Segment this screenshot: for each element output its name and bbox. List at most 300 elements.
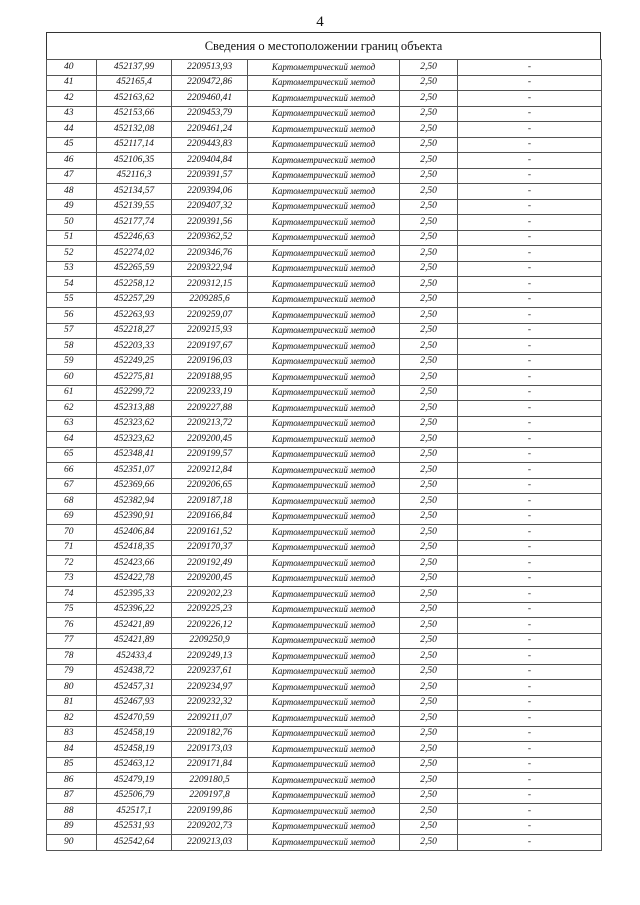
table-row	[47, 215, 602, 231]
y-coordinate-cell: 2209346,76	[172, 246, 248, 262]
method-cell: Картометрический метод	[248, 215, 400, 231]
note-cell: -	[458, 122, 602, 138]
point-number-cell: 72	[47, 556, 97, 572]
table-row	[47, 168, 602, 184]
point-number-cell: 58	[47, 339, 97, 355]
y-coordinate-cell: 2209391,56	[172, 215, 248, 231]
x-coordinate-cell: 452423,66	[97, 556, 172, 572]
method-cell: Картометрический метод	[248, 184, 400, 200]
y-coordinate-cell: 2209215,93	[172, 323, 248, 339]
point-number-cell: 52	[47, 246, 97, 262]
point-number-cell: 88	[47, 804, 97, 820]
table-row	[47, 416, 602, 432]
point-number-cell: 90	[47, 835, 97, 851]
table-row	[47, 726, 602, 742]
note-cell: -	[458, 246, 602, 262]
method-cell: Картометрический метод	[248, 75, 400, 91]
method-cell: Картометрический метод	[248, 354, 400, 370]
point-number-cell: 81	[47, 695, 97, 711]
table-row	[47, 122, 602, 138]
method-cell: Картометрический метод	[248, 556, 400, 572]
y-coordinate-cell: 2209200,45	[172, 432, 248, 448]
point-number-cell: 71	[47, 540, 97, 556]
method-cell: Картометрический метод	[248, 401, 400, 417]
y-coordinate-cell: 2209202,73	[172, 819, 248, 835]
accuracy-cell: 2,50	[400, 633, 458, 649]
point-number-cell: 67	[47, 478, 97, 494]
x-coordinate-cell: 452258,12	[97, 277, 172, 293]
x-coordinate-cell: 452457,31	[97, 680, 172, 696]
point-number-cell: 78	[47, 649, 97, 665]
y-coordinate-cell: 2209259,07	[172, 308, 248, 324]
note-cell: -	[458, 137, 602, 153]
point-number-cell: 76	[47, 618, 97, 634]
accuracy-cell: 2,50	[400, 122, 458, 138]
accuracy-cell: 2,50	[400, 385, 458, 401]
table-row	[47, 106, 602, 122]
point-number-cell: 42	[47, 91, 97, 107]
method-cell: Картометрический метод	[248, 726, 400, 742]
y-coordinate-cell: 2209226,12	[172, 618, 248, 634]
table-row	[47, 587, 602, 603]
point-number-cell: 61	[47, 385, 97, 401]
accuracy-cell: 2,50	[400, 726, 458, 742]
y-coordinate-cell: 2209187,18	[172, 494, 248, 510]
point-number-cell: 48	[47, 184, 97, 200]
y-coordinate-cell: 2209161,52	[172, 525, 248, 541]
x-coordinate-cell: 452517,1	[97, 804, 172, 820]
table-row	[47, 649, 602, 665]
table-row	[47, 153, 602, 169]
x-coordinate-cell: 452531,93	[97, 819, 172, 835]
x-coordinate-cell: 452165,4	[97, 75, 172, 91]
accuracy-cell: 2,50	[400, 370, 458, 386]
note-cell: -	[458, 478, 602, 494]
table-row	[47, 680, 602, 696]
x-coordinate-cell: 452249,25	[97, 354, 172, 370]
point-number-cell: 73	[47, 571, 97, 587]
x-coordinate-cell: 452323,62	[97, 416, 172, 432]
method-cell: Картометрический метод	[248, 60, 400, 76]
table-row	[47, 788, 602, 804]
x-coordinate-cell: 452418,35	[97, 540, 172, 556]
method-cell: Картометрический метод	[248, 199, 400, 215]
table-row	[47, 757, 602, 773]
table-row	[47, 804, 602, 820]
y-coordinate-cell: 2209513,93	[172, 60, 248, 76]
y-coordinate-cell: 2209312,15	[172, 277, 248, 293]
table-row	[47, 819, 602, 835]
note-cell: -	[458, 184, 602, 200]
accuracy-cell: 2,50	[400, 757, 458, 773]
table-row	[47, 509, 602, 525]
y-coordinate-cell: 2209237,61	[172, 664, 248, 680]
note-cell: -	[458, 370, 602, 386]
table-row	[47, 75, 602, 91]
coordinates-table	[46, 59, 602, 851]
method-cell: Картометрический метод	[248, 106, 400, 122]
method-cell: Картометрический метод	[248, 711, 400, 727]
method-cell: Картометрический метод	[248, 835, 400, 851]
y-coordinate-cell: 2209182,76	[172, 726, 248, 742]
x-coordinate-cell: 452257,29	[97, 292, 172, 308]
point-number-cell: 41	[47, 75, 97, 91]
point-number-cell: 68	[47, 494, 97, 510]
note-cell: -	[458, 757, 602, 773]
x-coordinate-cell: 452323,62	[97, 432, 172, 448]
point-number-cell: 69	[47, 509, 97, 525]
x-coordinate-cell: 452458,19	[97, 726, 172, 742]
point-number-cell: 79	[47, 664, 97, 680]
note-cell: -	[458, 416, 602, 432]
y-coordinate-cell: 2209461,24	[172, 122, 248, 138]
accuracy-cell: 2,50	[400, 587, 458, 603]
accuracy-cell: 2,50	[400, 75, 458, 91]
coordinates-table-body	[47, 60, 602, 851]
method-cell: Картометрический метод	[248, 292, 400, 308]
accuracy-cell: 2,50	[400, 463, 458, 479]
x-coordinate-cell: 452470,59	[97, 711, 172, 727]
method-cell: Картометрический метод	[248, 122, 400, 138]
point-number-cell: 77	[47, 633, 97, 649]
point-number-cell: 57	[47, 323, 97, 339]
y-coordinate-cell: 2209460,41	[172, 91, 248, 107]
method-cell: Картометрический метод	[248, 261, 400, 277]
x-coordinate-cell: 452313,88	[97, 401, 172, 417]
x-coordinate-cell: 452137,99	[97, 60, 172, 76]
x-coordinate-cell: 452203,33	[97, 339, 172, 355]
accuracy-cell: 2,50	[400, 246, 458, 262]
accuracy-cell: 2,50	[400, 742, 458, 758]
point-number-cell: 75	[47, 602, 97, 618]
y-coordinate-cell: 2209211,07	[172, 711, 248, 727]
accuracy-cell: 2,50	[400, 447, 458, 463]
method-cell: Картометрический метод	[248, 168, 400, 184]
method-cell: Картометрический метод	[248, 91, 400, 107]
point-number-cell: 45	[47, 137, 97, 153]
accuracy-cell: 2,50	[400, 788, 458, 804]
note-cell: -	[458, 556, 602, 572]
table-row	[47, 463, 602, 479]
x-coordinate-cell: 452106,35	[97, 153, 172, 169]
accuracy-cell: 2,50	[400, 416, 458, 432]
point-number-cell: 70	[47, 525, 97, 541]
table-row	[47, 633, 602, 649]
accuracy-cell: 2,50	[400, 308, 458, 324]
accuracy-cell: 2,50	[400, 230, 458, 246]
point-number-cell: 43	[47, 106, 97, 122]
note-cell: -	[458, 664, 602, 680]
table-row	[47, 742, 602, 758]
note-cell: -	[458, 401, 602, 417]
point-number-cell: 74	[47, 587, 97, 603]
y-coordinate-cell: 2209213,72	[172, 416, 248, 432]
page-number: 4	[316, 14, 324, 30]
table-row	[47, 525, 602, 541]
x-coordinate-cell: 452467,93	[97, 695, 172, 711]
note-cell: -	[458, 587, 602, 603]
accuracy-cell: 2,50	[400, 339, 458, 355]
note-cell: -	[458, 230, 602, 246]
note-cell: -	[458, 60, 602, 76]
note-cell: -	[458, 602, 602, 618]
note-cell: -	[458, 633, 602, 649]
note-cell: -	[458, 323, 602, 339]
note-cell: -	[458, 168, 602, 184]
x-coordinate-cell: 452463,12	[97, 757, 172, 773]
accuracy-cell: 2,50	[400, 184, 458, 200]
point-number-cell: 65	[47, 447, 97, 463]
method-cell: Картометрический метод	[248, 587, 400, 603]
y-coordinate-cell: 2209394,06	[172, 184, 248, 200]
note-cell: -	[458, 277, 602, 293]
note-cell: -	[458, 680, 602, 696]
method-cell: Картометрический метод	[248, 695, 400, 711]
method-cell: Картометрический метод	[248, 370, 400, 386]
point-number-cell: 86	[47, 773, 97, 789]
note-cell: -	[458, 509, 602, 525]
point-number-cell: 51	[47, 230, 97, 246]
note-cell: -	[458, 75, 602, 91]
table-row	[47, 199, 602, 215]
table-row	[47, 184, 602, 200]
method-cell: Картометрический метод	[248, 788, 400, 804]
table-row	[47, 261, 602, 277]
point-number-cell: 46	[47, 153, 97, 169]
y-coordinate-cell: 2209199,57	[172, 447, 248, 463]
method-cell: Картометрический метод	[248, 773, 400, 789]
accuracy-cell: 2,50	[400, 106, 458, 122]
accuracy-cell: 2,50	[400, 556, 458, 572]
point-number-cell: 85	[47, 757, 97, 773]
y-coordinate-cell: 2209197,67	[172, 339, 248, 355]
table-row	[47, 385, 602, 401]
y-coordinate-cell: 2209232,32	[172, 695, 248, 711]
y-coordinate-cell: 2209166,84	[172, 509, 248, 525]
y-coordinate-cell: 2209250,9	[172, 633, 248, 649]
point-number-cell: 54	[47, 277, 97, 293]
method-cell: Картометрический метод	[248, 618, 400, 634]
note-cell: -	[458, 773, 602, 789]
point-number-cell: 82	[47, 711, 97, 727]
note-cell: -	[458, 788, 602, 804]
method-cell: Картометрический метод	[248, 153, 400, 169]
x-coordinate-cell: 452265,59	[97, 261, 172, 277]
method-cell: Картометрический метод	[248, 602, 400, 618]
accuracy-cell: 2,50	[400, 804, 458, 820]
x-coordinate-cell: 452506,79	[97, 788, 172, 804]
note-cell: -	[458, 91, 602, 107]
table-row	[47, 246, 602, 262]
y-coordinate-cell: 2209206,65	[172, 478, 248, 494]
accuracy-cell: 2,50	[400, 323, 458, 339]
y-coordinate-cell: 2209171,84	[172, 757, 248, 773]
point-number-cell: 63	[47, 416, 97, 432]
y-coordinate-cell: 2209227,88	[172, 401, 248, 417]
table-row	[47, 370, 602, 386]
method-cell: Картометрический метод	[248, 246, 400, 262]
x-coordinate-cell: 452369,66	[97, 478, 172, 494]
method-cell: Картометрический метод	[248, 339, 400, 355]
accuracy-cell: 2,50	[400, 525, 458, 541]
accuracy-cell: 2,50	[400, 680, 458, 696]
point-number-cell: 50	[47, 215, 97, 231]
x-coordinate-cell: 452390,91	[97, 509, 172, 525]
accuracy-cell: 2,50	[400, 60, 458, 76]
point-number-cell: 40	[47, 60, 97, 76]
note-cell: -	[458, 618, 602, 634]
accuracy-cell: 2,50	[400, 277, 458, 293]
accuracy-cell: 2,50	[400, 819, 458, 835]
method-cell: Картометрический метод	[248, 137, 400, 153]
method-cell: Картометрический метод	[248, 649, 400, 665]
y-coordinate-cell: 2209233,19	[172, 385, 248, 401]
table-row	[47, 835, 602, 851]
method-cell: Картометрический метод	[248, 633, 400, 649]
x-coordinate-cell: 452542,64	[97, 835, 172, 851]
x-coordinate-cell: 452421,89	[97, 618, 172, 634]
y-coordinate-cell: 2209472,86	[172, 75, 248, 91]
note-cell: -	[458, 804, 602, 820]
point-number-cell: 44	[47, 122, 97, 138]
note-cell: -	[458, 525, 602, 541]
y-coordinate-cell: 2209362,52	[172, 230, 248, 246]
method-cell: Картометрический метод	[248, 540, 400, 556]
table-row	[47, 91, 602, 107]
point-number-cell: 89	[47, 819, 97, 835]
x-coordinate-cell: 452218,27	[97, 323, 172, 339]
y-coordinate-cell: 2209443,83	[172, 137, 248, 153]
note-cell: -	[458, 711, 602, 727]
section-title: Сведения о местоположении границ объекта	[46, 32, 601, 59]
method-cell: Картометрический метод	[248, 385, 400, 401]
accuracy-cell: 2,50	[400, 711, 458, 727]
method-cell: Картометрический метод	[248, 230, 400, 246]
point-number-cell: 56	[47, 308, 97, 324]
accuracy-cell: 2,50	[400, 354, 458, 370]
method-cell: Картометрический метод	[248, 416, 400, 432]
note-cell: -	[458, 540, 602, 556]
method-cell: Картометрический метод	[248, 742, 400, 758]
y-coordinate-cell: 2209200,45	[172, 571, 248, 587]
note-cell: -	[458, 819, 602, 835]
table-row	[47, 711, 602, 727]
y-coordinate-cell: 2209249,13	[172, 649, 248, 665]
x-coordinate-cell: 452139,55	[97, 199, 172, 215]
x-coordinate-cell: 452406,84	[97, 525, 172, 541]
accuracy-cell: 2,50	[400, 215, 458, 231]
accuracy-cell: 2,50	[400, 168, 458, 184]
table-row	[47, 308, 602, 324]
method-cell: Картометрический метод	[248, 463, 400, 479]
x-coordinate-cell: 452438,72	[97, 664, 172, 680]
table-row	[47, 447, 602, 463]
accuracy-cell: 2,50	[400, 618, 458, 634]
note-cell: -	[458, 742, 602, 758]
note-cell: -	[458, 292, 602, 308]
method-cell: Картометрический метод	[248, 432, 400, 448]
x-coordinate-cell: 452117,14	[97, 137, 172, 153]
point-number-cell: 55	[47, 292, 97, 308]
table-row	[47, 556, 602, 572]
note-cell: -	[458, 432, 602, 448]
table-row	[47, 664, 602, 680]
x-coordinate-cell: 452395,33	[97, 587, 172, 603]
note-cell: -	[458, 106, 602, 122]
point-number-cell: 80	[47, 680, 97, 696]
note-cell: -	[458, 649, 602, 665]
note-cell: -	[458, 199, 602, 215]
method-cell: Картометрический метод	[248, 757, 400, 773]
point-number-cell: 83	[47, 726, 97, 742]
method-cell: Картометрический метод	[248, 308, 400, 324]
y-coordinate-cell: 2209188,95	[172, 370, 248, 386]
table-row	[47, 277, 602, 293]
note-cell: -	[458, 494, 602, 510]
method-cell: Картометрический метод	[248, 323, 400, 339]
table-row	[47, 401, 602, 417]
method-cell: Картометрический метод	[248, 525, 400, 541]
table-row	[47, 478, 602, 494]
accuracy-cell: 2,50	[400, 602, 458, 618]
table-row	[47, 571, 602, 587]
method-cell: Картометрический метод	[248, 447, 400, 463]
accuracy-cell: 2,50	[400, 509, 458, 525]
y-coordinate-cell: 2209173,03	[172, 742, 248, 758]
x-coordinate-cell: 452421,89	[97, 633, 172, 649]
note-cell: -	[458, 463, 602, 479]
x-coordinate-cell: 452116,3	[97, 168, 172, 184]
accuracy-cell: 2,50	[400, 137, 458, 153]
accuracy-cell: 2,50	[400, 478, 458, 494]
point-number-cell: 62	[47, 401, 97, 417]
point-number-cell: 47	[47, 168, 97, 184]
accuracy-cell: 2,50	[400, 199, 458, 215]
accuracy-cell: 2,50	[400, 91, 458, 107]
point-number-cell: 59	[47, 354, 97, 370]
table-row	[47, 602, 602, 618]
table-row	[47, 540, 602, 556]
note-cell: -	[458, 571, 602, 587]
note-cell: -	[458, 695, 602, 711]
y-coordinate-cell: 2209180,5	[172, 773, 248, 789]
y-coordinate-cell: 2209196,03	[172, 354, 248, 370]
table-row	[47, 432, 602, 448]
accuracy-cell: 2,50	[400, 292, 458, 308]
x-coordinate-cell: 452422,78	[97, 571, 172, 587]
y-coordinate-cell: 2209225,23	[172, 602, 248, 618]
table-row	[47, 354, 602, 370]
accuracy-cell: 2,50	[400, 695, 458, 711]
x-coordinate-cell: 452382,94	[97, 494, 172, 510]
method-cell: Картометрический метод	[248, 680, 400, 696]
x-coordinate-cell: 452153,66	[97, 106, 172, 122]
table-row	[47, 339, 602, 355]
table-row	[47, 773, 602, 789]
y-coordinate-cell: 2209213,03	[172, 835, 248, 851]
accuracy-cell: 2,50	[400, 649, 458, 665]
x-coordinate-cell: 452246,63	[97, 230, 172, 246]
x-coordinate-cell: 452274,02	[97, 246, 172, 262]
note-cell: -	[458, 215, 602, 231]
y-coordinate-cell: 2209407,32	[172, 199, 248, 215]
x-coordinate-cell: 452132,08	[97, 122, 172, 138]
method-cell: Картометрический метод	[248, 494, 400, 510]
accuracy-cell: 2,50	[400, 432, 458, 448]
note-cell: -	[458, 153, 602, 169]
point-number-cell: 49	[47, 199, 97, 215]
table-row	[47, 494, 602, 510]
